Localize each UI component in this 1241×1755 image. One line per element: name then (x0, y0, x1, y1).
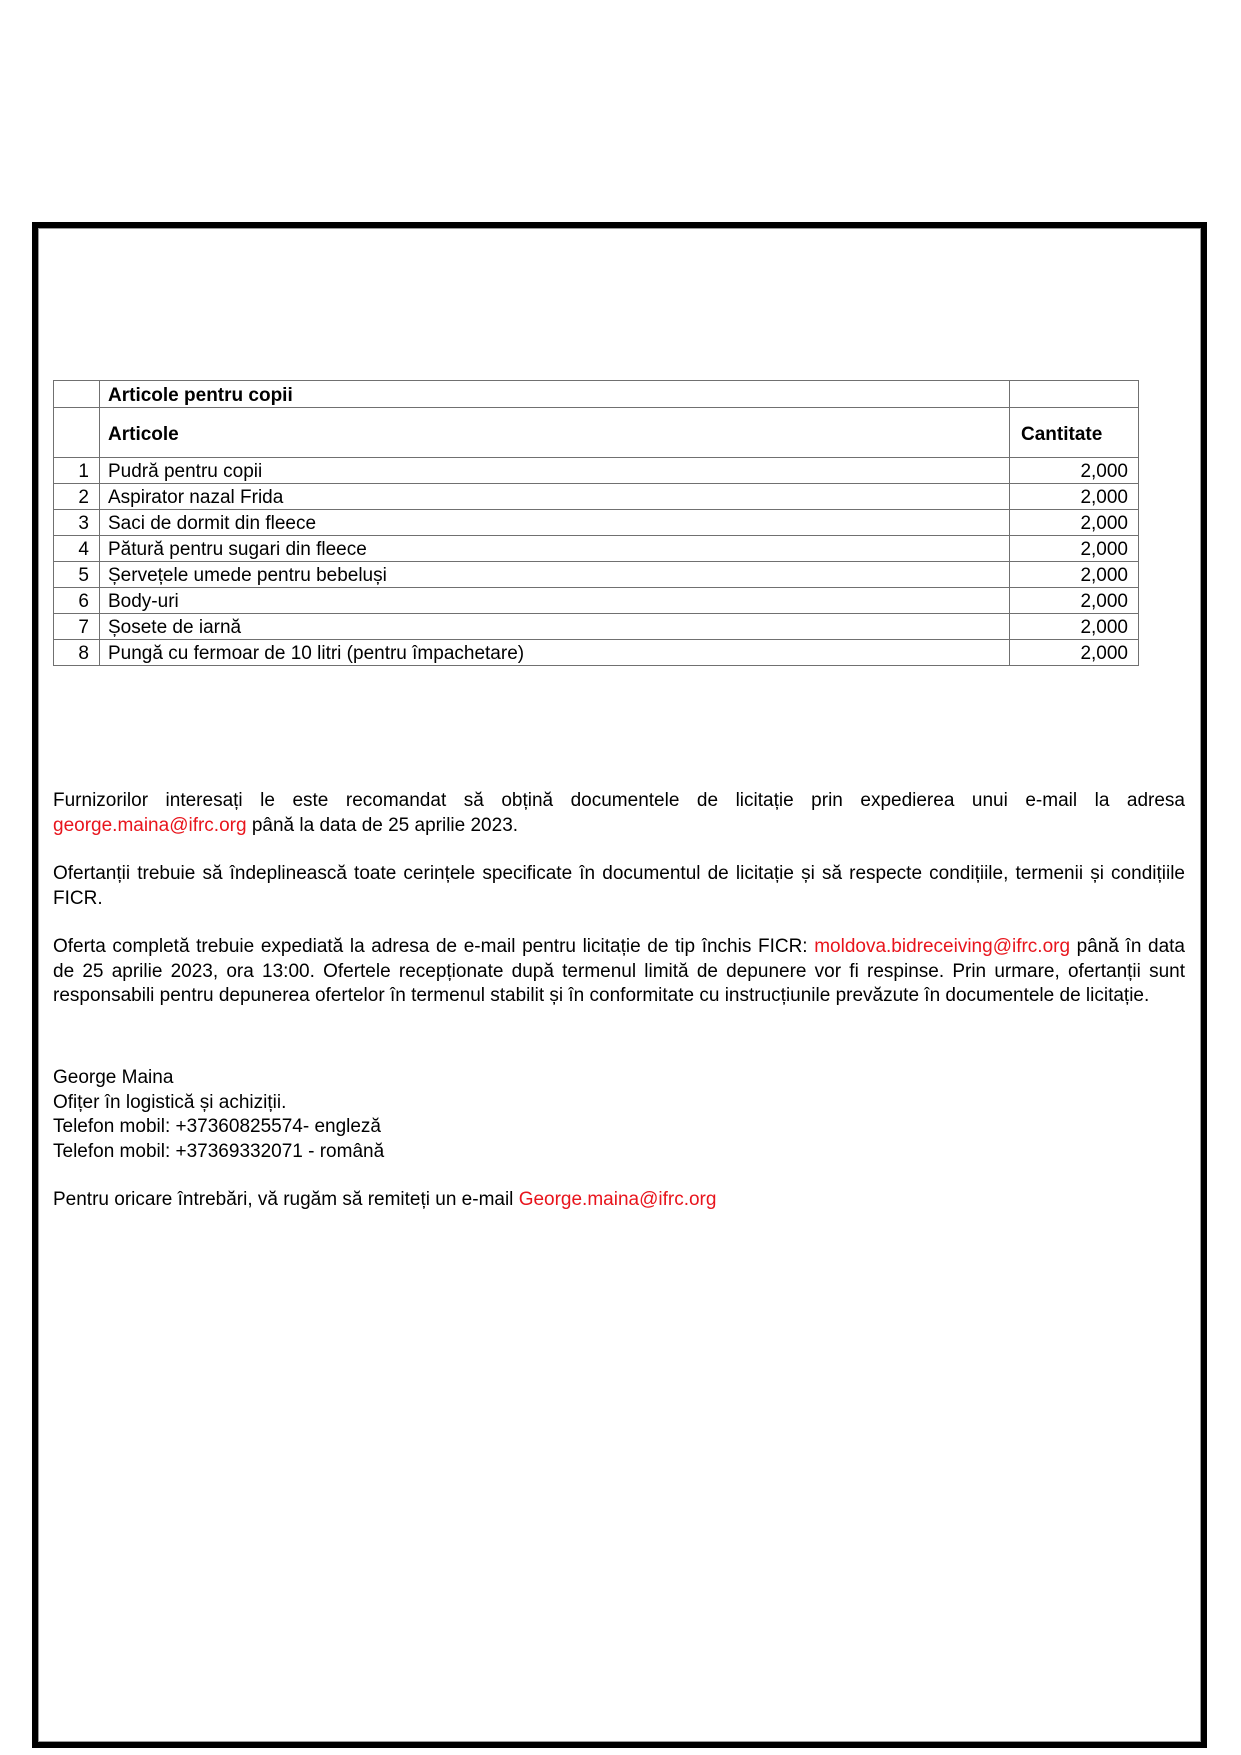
row-number: 1 (54, 458, 100, 484)
row-number: 8 (54, 640, 100, 666)
header-item: Articole (100, 408, 1010, 458)
paragraph-text: până în data de 25 aprilie 2023, ora 13:00. Ofertele recepționate după termenul limită de depunere vor fi respinse. Prin urmare, ofertanții sunt responsabili pentru depunerea ofertelor în termenul stabilit și în conformitate cu instrucțiunile prevăzute în documentele de licitație. (53, 936, 1185, 1006)
closing-line (53, 1188, 716, 1213)
row-item: Pudră pentru copii (100, 458, 1010, 484)
row-item: Aspirator nazal Frida (100, 484, 1010, 510)
email-link-george[interactable]: george.maina@ifrc.org (53, 814, 247, 836)
row-quantity: 2,000 (1010, 562, 1139, 588)
row-number: 2 (54, 484, 100, 510)
table-row (54, 510, 1139, 536)
row-quantity: 2,000 (1010, 536, 1139, 562)
paragraph-requirements (53, 862, 1185, 911)
table-row (54, 588, 1139, 614)
closing-text: Pentru oricare întrebări, vă rugăm să remiteți un e-mail (53, 1189, 519, 1210)
row-item: Pungă cu fermoar de 10 litri (pentru împachetare) (100, 640, 1010, 666)
signature-phone-english: Telefon mobil: +37360825574- engleză (53, 1116, 382, 1137)
row-quantity: 2,000 (1010, 588, 1139, 614)
row-item: Șosete de iarnă (100, 614, 1010, 640)
signature-name: George Maina (53, 1067, 174, 1088)
header-number (54, 408, 100, 458)
row-quantity: 2,000 (1010, 458, 1139, 484)
table-header-row (54, 408, 1139, 458)
table-row (54, 458, 1139, 484)
signature-phone-romanian: Telefon mobil: +37369332071 - română (53, 1140, 385, 1162)
row-item: Saci de dormit din fleece (100, 510, 1010, 536)
paragraph-text: Furnizorilor interesați le este recomandat să obțină documentele de licitație prin expedierea unui e-mail la adresa (53, 790, 1185, 811)
row-quantity: 2,000 (1010, 484, 1139, 510)
row-number: 5 (54, 562, 100, 588)
row-quantity: 2,000 (1010, 640, 1139, 666)
row-item: Șervețele umede pentru bebeluși (100, 562, 1010, 588)
signature-block (53, 1066, 384, 1164)
paragraph-text: Oferta completă trebuie expediată la adresa de e-mail pentru licitație de tip închis FICR: (53, 936, 815, 957)
paragraph-text: până la data de 25 aprilie 2023. (246, 814, 519, 836)
table-row (54, 614, 1139, 640)
table-row (54, 484, 1139, 510)
table-title-row (54, 381, 1139, 408)
items-table (53, 380, 1139, 666)
table-title: Articole pentru copii (100, 381, 1010, 408)
row-number: 3 (54, 510, 100, 536)
row-number: 7 (54, 614, 100, 640)
email-link-contact[interactable]: George.maina@ifrc.org (518, 1189, 717, 1210)
paragraph-submission (53, 935, 1185, 1009)
email-link-bidreceiving[interactable]: moldova.bidreceiving@ifrc.org (814, 936, 1071, 957)
paragraph-text: Ofertanții trebuie să îndeplinească toate cerințele specificate în documentul de licitație și să respecte condițiile, termenii și condițiile FICR. (53, 863, 1185, 909)
table-row (54, 562, 1139, 588)
table-row (54, 536, 1139, 562)
row-number: 4 (54, 536, 100, 562)
paragraph-obtain-documents (53, 789, 1185, 838)
signature-title: Ofițer în logistică și achiziții. (53, 1091, 287, 1113)
row-quantity: 2,000 (1010, 510, 1139, 536)
header-quantity: Cantitate (1010, 408, 1139, 458)
row-item: Pătură pentru sugari din fleece (100, 536, 1010, 562)
title-quantity-cell (1010, 381, 1139, 408)
title-number-cell (54, 381, 100, 408)
table-row (54, 640, 1139, 666)
row-quantity: 2,000 (1010, 614, 1139, 640)
row-number: 6 (54, 588, 100, 614)
row-item: Body-uri (100, 588, 1010, 614)
